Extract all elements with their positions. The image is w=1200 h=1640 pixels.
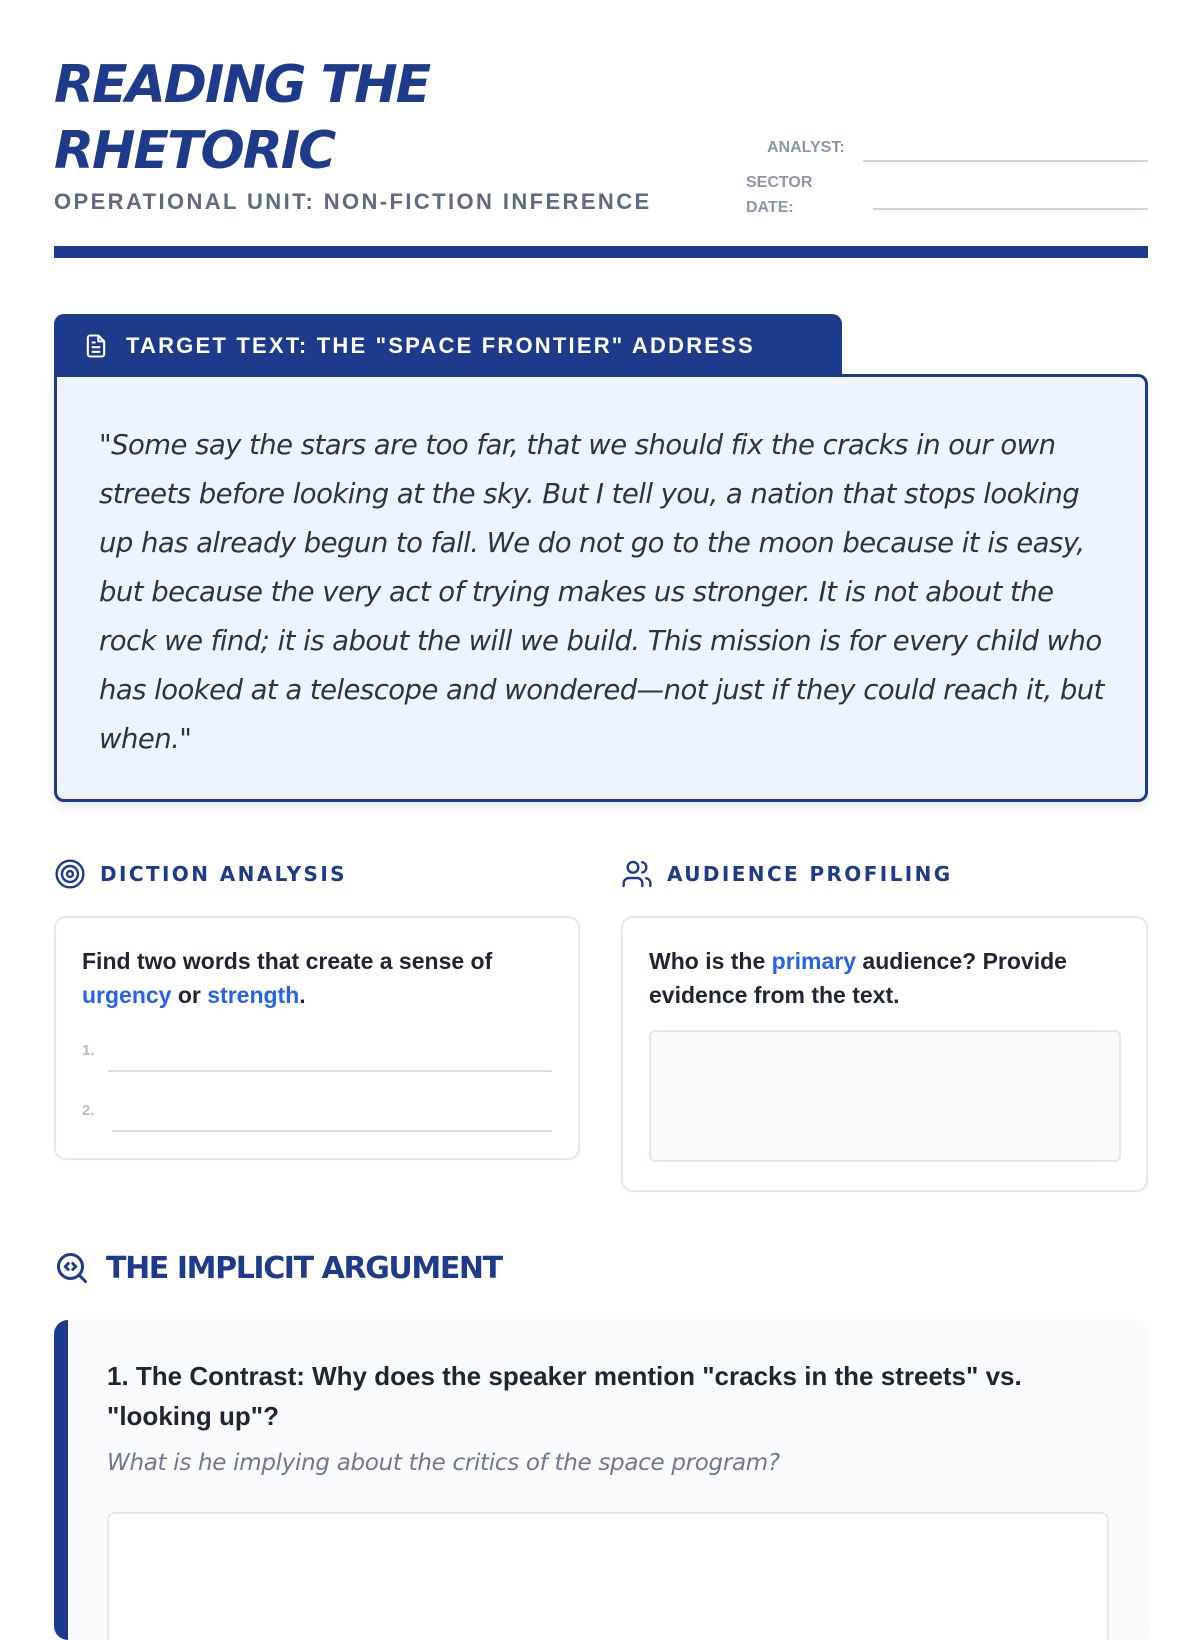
- search-code-icon: [54, 1250, 90, 1286]
- question-card: [54, 1320, 1148, 1640]
- diction-prompt: [82, 944, 542, 1012]
- audience-profiling-header: [621, 858, 953, 890]
- title-line-1: READING THE: [54, 55, 430, 115]
- answer-number-1: 1.: [82, 1042, 95, 1059]
- highlight-primary: primary: [771, 948, 857, 974]
- audience-prompt-rest: audience? Provide evidence from the text.: [649, 948, 1067, 1008]
- target-text-box: [54, 374, 1148, 802]
- document-icon: [82, 332, 110, 360]
- implicit-argument-header: [54, 1250, 502, 1286]
- diction-prompt-period: .: [299, 982, 306, 1008]
- worksheet-subtitle: OPERATIONAL UNIT: NON-FICTION INFERENCE: [54, 189, 652, 214]
- highlight-strength: strength: [207, 982, 300, 1008]
- implicit-argument-heading: THE IMPLICIT ARGUMENT: [106, 1250, 502, 1286]
- highlight-urgency: urgency: [82, 982, 172, 1008]
- audience-prompt: [649, 944, 1109, 1012]
- audience-profiling-heading: AUDIENCE PROFILING: [667, 862, 953, 886]
- audience-prompt-text: Who is the: [649, 948, 772, 974]
- worksheet-title: [54, 52, 429, 184]
- diction-analysis-header: [54, 858, 347, 890]
- question-answer-box[interactable]: [107, 1512, 1109, 1640]
- diction-card: [54, 916, 580, 1160]
- analyst-field[interactable]: [863, 160, 1148, 162]
- title-line-2: RHETORIC: [54, 121, 335, 181]
- audience-card: [621, 916, 1148, 1192]
- worksheet-page: [54, 0, 1148, 1600]
- answer-number-2: 2.: [82, 1102, 95, 1119]
- users-icon: [621, 858, 653, 890]
- audience-answer-box[interactable]: [649, 1030, 1121, 1162]
- analyst-label: ANALYST:: [767, 139, 845, 156]
- sector-date-label: [746, 170, 812, 220]
- target-text-title: TARGET TEXT: THE "SPACE FRONTIER" ADDRESS: [126, 333, 755, 358]
- header-divider: [54, 246, 1148, 258]
- diction-answer-line-1[interactable]: [108, 1070, 552, 1072]
- date-label: DATE:: [746, 199, 794, 216]
- target-icon: [54, 858, 86, 890]
- sector-date-field[interactable]: [873, 208, 1148, 210]
- sector-label: SECTOR: [746, 174, 813, 191]
- question-hint: What is he implying about the critics of the space program?: [107, 1450, 780, 1476]
- diction-prompt-or: or: [171, 982, 208, 1008]
- question-title: 1. The Contrast: Why does the speaker mention "cracks in the streets" vs. "looking up"?: [107, 1361, 1022, 1431]
- target-text-tab: [54, 314, 842, 378]
- diction-analysis-heading: DICTION ANALYSIS: [100, 862, 347, 886]
- diction-prompt-text: Find two words that create a sense of: [82, 948, 493, 974]
- question-accent-bar: [54, 1320, 68, 1640]
- diction-answer-line-2[interactable]: [112, 1130, 552, 1132]
- target-quote: "Some say the stars are too far, that we should fix the cracks in our own streets before looking at the sky. But I tell you, a nation that stops looking up has already begun to fall. We do not go to the moon because it is easy, but because the very act of trying makes us stronger. It is not about the rock we find; it is about the will we build. This mission is for every child who has looked at a telescope and wondered—not just if they could reach it, but when.": [99, 429, 1104, 755]
